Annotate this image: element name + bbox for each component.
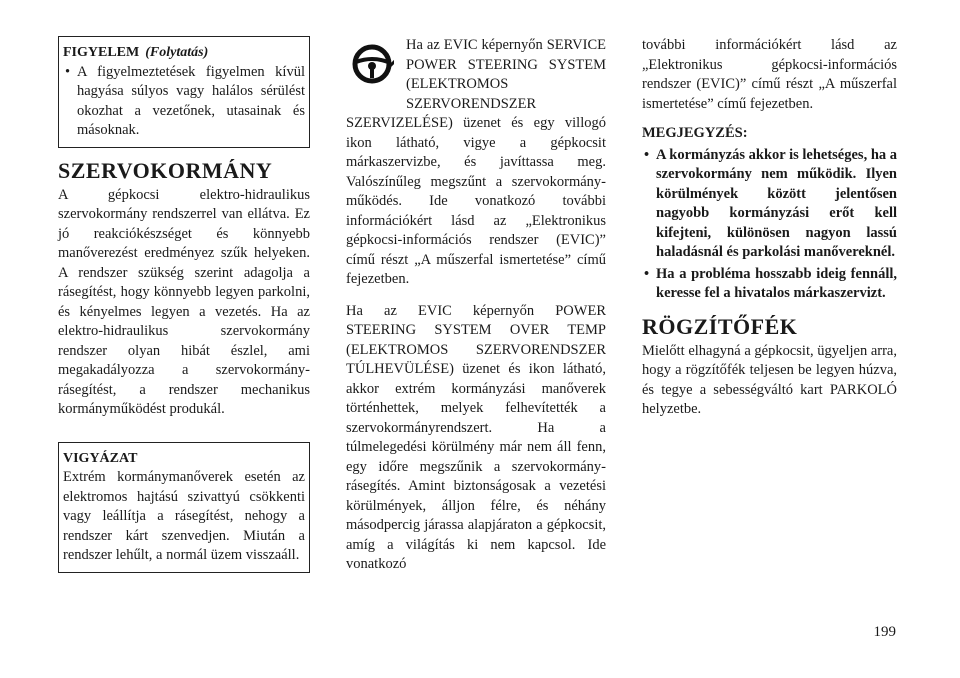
left-column	[58, 36, 310, 573]
caution-box-title: VIGYÁZAT	[63, 450, 138, 466]
power-steering-body: A gépkocsi elektro-hidraulikus szervokormány rendszerrel van ellátva. Ez jó reakciókészséget és könnyebb manőverezést eredményez szűk helyeken. A rendszer szükség szerint adagolja a rásegítést, hogy könnyebb legyen parkolni, és kényelmes legyen a vezetés. Ha az elektro-hidraulikus szervokormány rendszer olyan hibát észlel, ami megakadályozza a szervokormány-rásegítést, a rendszer mechanikus kormányműködést produkál.	[58, 186, 310, 417]
middle-column	[346, 36, 606, 575]
note-list-item: • A kormányzás akkor is lehetséges, ha a szervokormány nem működik. Ilyen körülmények között jelentősen nagyobb kormányzási erőt kell kifejteni, különösen nagyon lassú haladásnál és parkolási manővereknél.	[642, 146, 897, 263]
section-title-parking-brake: RÖGZÍTŐFÉK	[642, 313, 798, 339]
right-column	[642, 36, 897, 420]
note-title: MEGJEGYZÉS:	[642, 125, 748, 141]
page-number: 199	[873, 624, 896, 640]
caution-box	[58, 442, 310, 573]
warning-box-title	[63, 43, 305, 63]
steering-warning-icon	[346, 42, 398, 98]
section-title-power-steering: SZERVOKORMÁNY	[58, 157, 273, 183]
warning-title-text: FIGYELEM	[63, 45, 140, 60]
warning-continued-text: (Folytatás)	[145, 45, 209, 60]
warning-box-continued	[58, 36, 310, 148]
middle-paragraph-1: Ha az EVIC képernyőn SERVICE POWER STEERING SYSTEM (ELEKTROMOS SZERVORENDSZER SZERVIZELÉSE) üzenet és egy villogó ikon látható, vigye a gépkocsit márkaszervizbe, és javíttassa meg. Valószínűleg megszűnt a szervokormány-működés. Ide vonatkozó további információkért lásd az „Elektronikus gépkocsi-információs rendszer (EVIC)” című részt „A műszerfal ismertetése” című fejezetben.	[346, 37, 606, 287]
note-list-item: • Ha a probléma hosszabb ideig fennáll, keresse fel a hivatalos márkaszervizt.	[642, 265, 897, 304]
right-paragraph-1: további információkért lásd az „Elektronikus gépkocsi-információs rendszer (EVIC)” című részt „A műszerfal ismertetése” című fejezetben.	[642, 37, 897, 112]
warning-list-item: • A figyelmeztetések figyelmen kívül hagyása súlyos vagy halálos sérülést okozhat a vezetőnek, utasainak és másoknak.	[63, 63, 305, 141]
warning-list	[63, 63, 305, 141]
middle-paragraph-2: Ha az EVIC képernyőn POWER STEERING SYSTEM OVER TEMP (ELEKTROMOS SZERVORENDSZER TÚLHEVÜLÉSE) üzenet és ikon látható, akkor extrém kormányzási manőverek történhettek, melyek felhevítették a szervokormányrendszert. Ha a túlmelegedési körülmény már nem áll fenn, egy időre megszűnik a szervokormány-rásegítés. Amint biztonságosak a vezetési körülmények, álljon félre, és néhány másodpercig járassa alapjáraton a gépkocsit, amíg a világítás ki nem kapcsol. Ide vonatkozó	[346, 302, 606, 572]
parking-brake-body: Mielőtt elhagyná a gépkocsit, ügyeljen arra, hogy a rögzítőfék teljesen be legyen húzva, és tegye a sebességváltó kart PARKOLÓ helyzetbe.	[642, 342, 897, 417]
caution-box-body: Extrém kormánymanőverek esetén az elektromos hajtású szivattyú csökkenti vagy leállítja a rásegítést, nehogy a rendszer kárt szenvedjen. Miután a rendszer lehűlt, a normál üzem visszaáll.	[63, 469, 305, 563]
note-list	[642, 146, 897, 304]
